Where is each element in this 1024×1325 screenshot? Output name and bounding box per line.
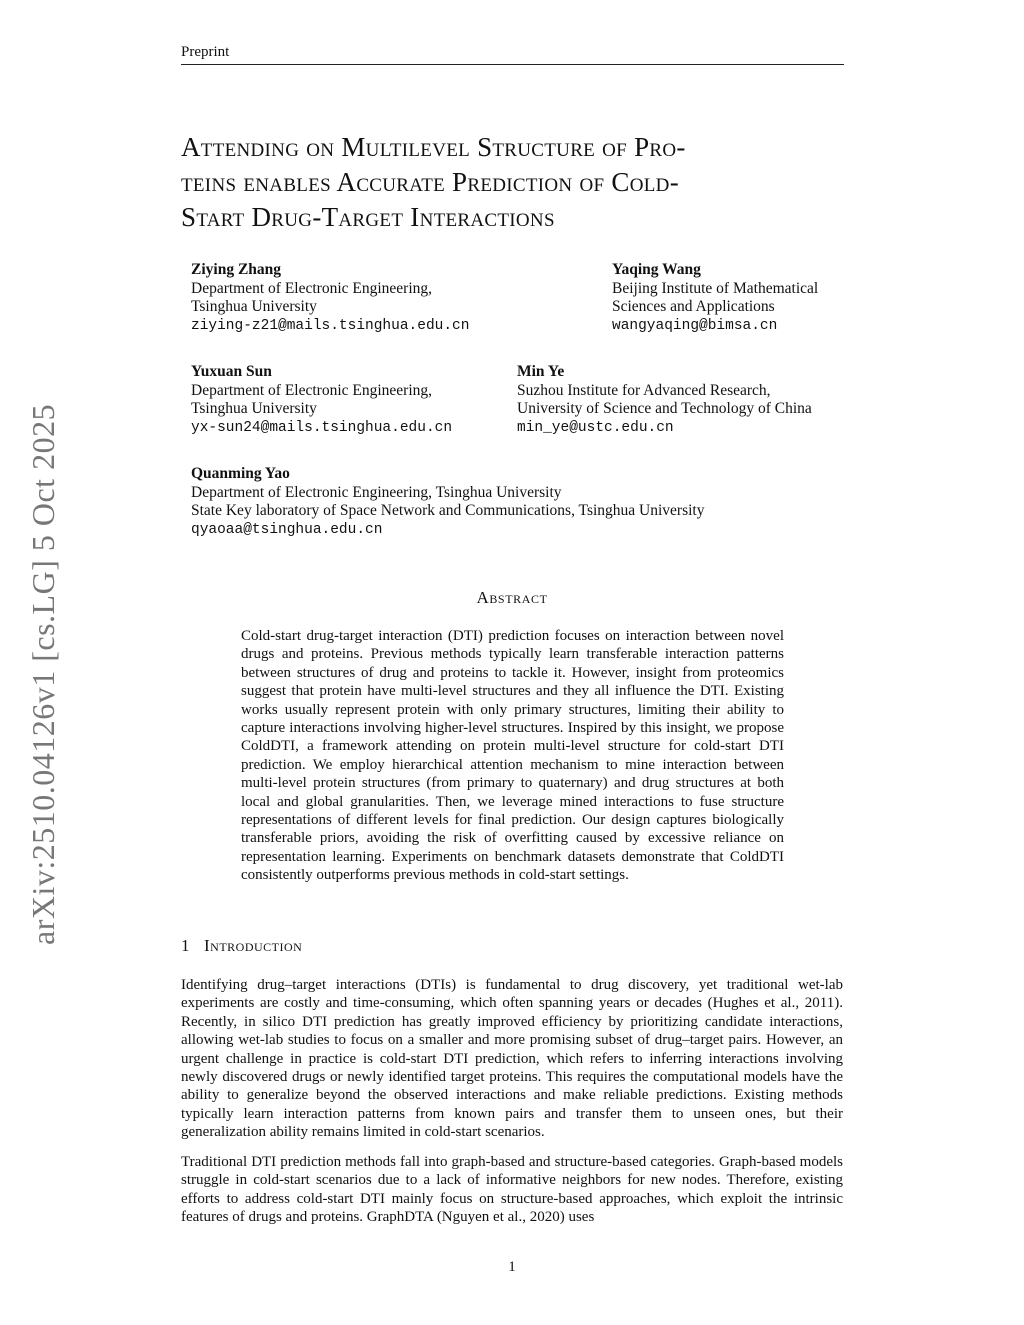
intro-paragraph-1: Identifying drug–target interactions (DTIs) is fundamental to drug discovery, yet traditional wet-lab experiments are costly and time-consuming, which often spanning years or decades (Hughes et al., 2011). Recently, in silico DTI prediction has greatly improved efficiency by prioritizing candidate interactions, allowing wet-lab studies to focus on a smaller and more promising subset of drug–target pairs. However, an urgent challenge in practice is cold-start DTI prediction, which refers to inferring interactions involving newly discovered drugs or newly identified target proteins. This requires the computational models have the ability to generalize beyond the observed interactions and make reliable predictions. Existing methods typically learn interaction patterns from known pairs and transfer them to unseen ones, but their generalization ability remains limited in cold-start scenarios. [181,977,843,1141]
author-block-yao [191,465,704,539]
author-affiliation: University of Science and Technology of China [517,400,812,417]
author-affiliation: Department of Electronic Engineering, [191,381,433,399]
author-block-wang [612,261,818,335]
title-line: Attending on Multilevel Structure of Pro- [181,132,686,162]
author-affiliation: Department of Electronic Engineering, Tsinghua University [191,483,562,501]
author-block-sun [191,363,452,437]
author-name: Quanming Yao [191,465,290,482]
author-name: Min Ye [517,363,565,380]
author-email[interactable]: ziying-z21@mails.tsinghua.edu.cn [191,317,470,334]
paper-title [181,130,851,235]
author-affiliation: Tsinghua University [191,298,317,315]
abstract-heading: Abstract [476,588,548,607]
author-affiliation: Sciences and Applications [612,298,775,315]
author-block-ye [517,363,812,437]
author-name: Yaqing Wang [612,261,701,278]
abstract-text: Cold-start drug-target interaction (DTI) prediction focuses on interaction between novel drugs and proteins. Previous methods typically learn transferable interaction patterns between structures of drug and proteins to tackle it. However, insight from proteomics suggest that protein have multi-level structures and they all influence the DTI. Existing works usually represent protein with only primary structures, limiting their ability to capture interactions involving higher-level structures. Inspired by this insight, we propose ColdDTI, a framework attending on protein multi-level structure for cold-start DTI prediction. We employ hierarchical attention mechanism to mine interaction between multi-level protein structures (from primary to quaternary) and drug structures at both local and global granularities. Then, we leverage mined interactions to fuse structure representations of different levels for final prediction. Our design captures biologically transferable priors, avoiding the risk of overfitting caused by excessive reliance on representation learning. Experiments on benchmark datasets demonstrate that ColdDTI consistently outperforms previous methods in cold-start settings. [241,628,784,884]
intro-paragraph-2: Traditional DTI prediction methods fall into graph-based and structure-based categories. Graph-based models struggle in cold-start scenarios due to a lack of informative neighbors for new nodes. Therefore, existing efforts to address cold-start DTI mainly focus on structure-based approaches, which exploit the intrinsic features of drugs and proteins. GraphDTA (Nguyen et al., 2020) uses [181,1154,843,1226]
section-number: 1 [181,936,190,955]
author-block-zhang [191,261,469,335]
author-affiliation: Beijing Institute of Mathematical [612,279,819,297]
header-rule [181,64,844,65]
author-affiliation: Department of Electronic Engineering, [191,279,433,297]
arxiv-identifier-stamp[interactable]: arXiv:2510.04126v1 [cs.LG] 5 Oct 2025 [25,403,61,945]
author-affiliation: State Key laboratory of Space Network and Communications, Tsinghua University [191,502,705,519]
author-affiliation: Tsinghua University [191,400,317,417]
title-line: Start Drug-Target Interactions [181,202,555,232]
page-number: 1 [508,1259,516,1275]
section-heading-introduction [181,936,302,956]
section-title: Introduction [204,936,303,955]
author-email[interactable]: yx-sun24@mails.tsinghua.edu.cn [191,419,453,436]
author-email[interactable]: qyaoaa@tsinghua.edu.cn [191,521,383,538]
author-email[interactable]: min_ye@ustc.edu.cn [517,419,674,436]
running-header: Preprint [181,44,230,60]
author-name: Ziying Zhang [191,261,282,278]
author-email[interactable]: wangyaqing@bimsa.cn [612,317,778,334]
author-affiliation: Suzhou Institute for Advanced Research, [517,381,771,399]
author-name: Yuxuan Sun [191,363,272,380]
title-line: teins enables Accurate Prediction of Cold- [181,167,679,197]
